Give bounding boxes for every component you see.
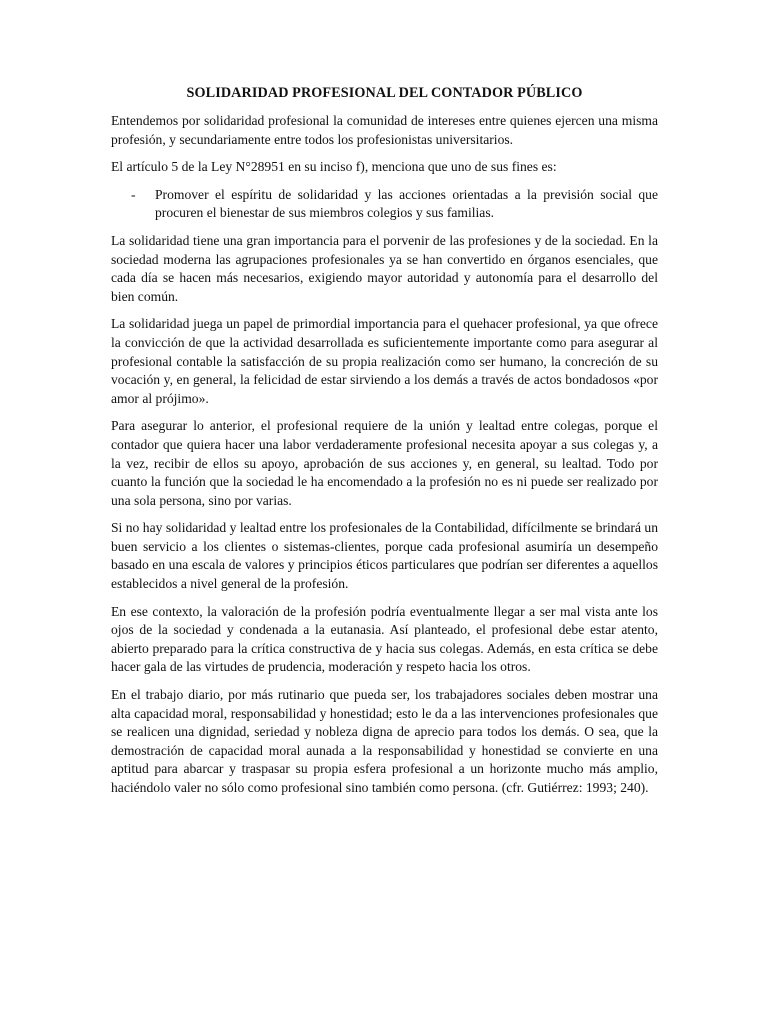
body-paragraph: En el trabajo diario, por más rutinario que pueda ser, los trabajadores sociales deben mostrar una alta capacidad moral, responsabilidad y honestidad; esto le da a las intervenciones profesionales que se realicen una dignidad, seriedad y nobleza digna de aprecio para todos los demás. O sea, que la demostración de capacidad moral aunada a la responsabilidad y honestidad se convierte en una aptitud para abarcar y traspasar su propia esfera profesional a un horizonte mucho más amplio, haciéndolo valer no sólo como profesional sino también como persona. (cfr. Gutiérrez: 1993; 240). (111, 687, 658, 795)
document-page (111, 84, 658, 807)
document-title: SOLIDARIDAD PROFESIONAL DEL CONTADOR PÚBLICO (186, 85, 583, 101)
body-paragraph: La solidaridad juega un papel de primordial importancia para el quehacer profesional, ya que ofrece la convicción de que la actividad desarrollada es suficientemente importante como para asegurar al profesional contable la satisfacción de su propia realización como ser humano, la concreción de su vocación y, en general, la felicidad de estar sirviendo a los demás a través de actos bondadosos «por amor al prójimo». (111, 316, 658, 406)
law-reference-paragraph: El artículo 5 de la Ley N°28951 en su inciso f), menciona que uno de sus fines es: (111, 159, 557, 175)
body-paragraph: Para asegurar lo anterior, el profesional requiere de la unión y lealtad entre colegas, porque el contador que quiera hacer una labor verdaderamente profesional necesita apoyar a sus colegas y, a la vez, recibir de ellos su apoyo, aprobación de sus acciones y, en general, su lealtad. Todo por cuanto la función que la sociedad le ha encomendado a la profesión no es ni puede ser realizado por una sola persona, sino por varias. (111, 418, 658, 508)
bullet-item (111, 186, 658, 223)
body-paragraph: Si no hay solidaridad y lealtad entre los profesionales de la Contabilidad, difícilmente se brindará un buen servicio a los clientes o sistemas-clientes, porque cada profesional asumiría un desempeño basado en una escala de valores y principios éticos particulares que podrían ser diferentes a aquellos establecidos a nivel general de la profesión. (111, 520, 658, 592)
intro-paragraph: Entendemos por solidaridad profesional la comunidad de intereses entre quienes ejercen una misma profesión, y secundariamente entre todos los profesionistas universitarios. (111, 113, 658, 147)
body-paragraph: La solidaridad tiene una gran importancia para el porvenir de las profesiones y de la sociedad. En la sociedad moderna las agrupaciones profesionales ya se han convertido en órganos esenciales, que cada día se hacen más necesarios, exigiendo mayor autoridad y autonomía para el desarrollo del bien común. (111, 232, 658, 304)
bullet-text: Promover el espíritu de solidaridad y las acciones orientadas a la previsión social que procuren el bienestar de sus miembros colegios y sus familias. (155, 186, 658, 221)
body-paragraph: En ese contexto, la valoración de la profesión podría eventualmente llegar a ser mal vista ante los ojos de la sociedad y condenada a la eutanasia. Así planteado, el profesional debe estar atento, abierto preparado para la crítica constructiva de y hacia sus colegas. Además, en esta crítica se debe hacer gala de las virtudes de prudencia, moderación y respeto hacia los otros. (111, 603, 658, 675)
bullet-dash: - (131, 186, 136, 202)
